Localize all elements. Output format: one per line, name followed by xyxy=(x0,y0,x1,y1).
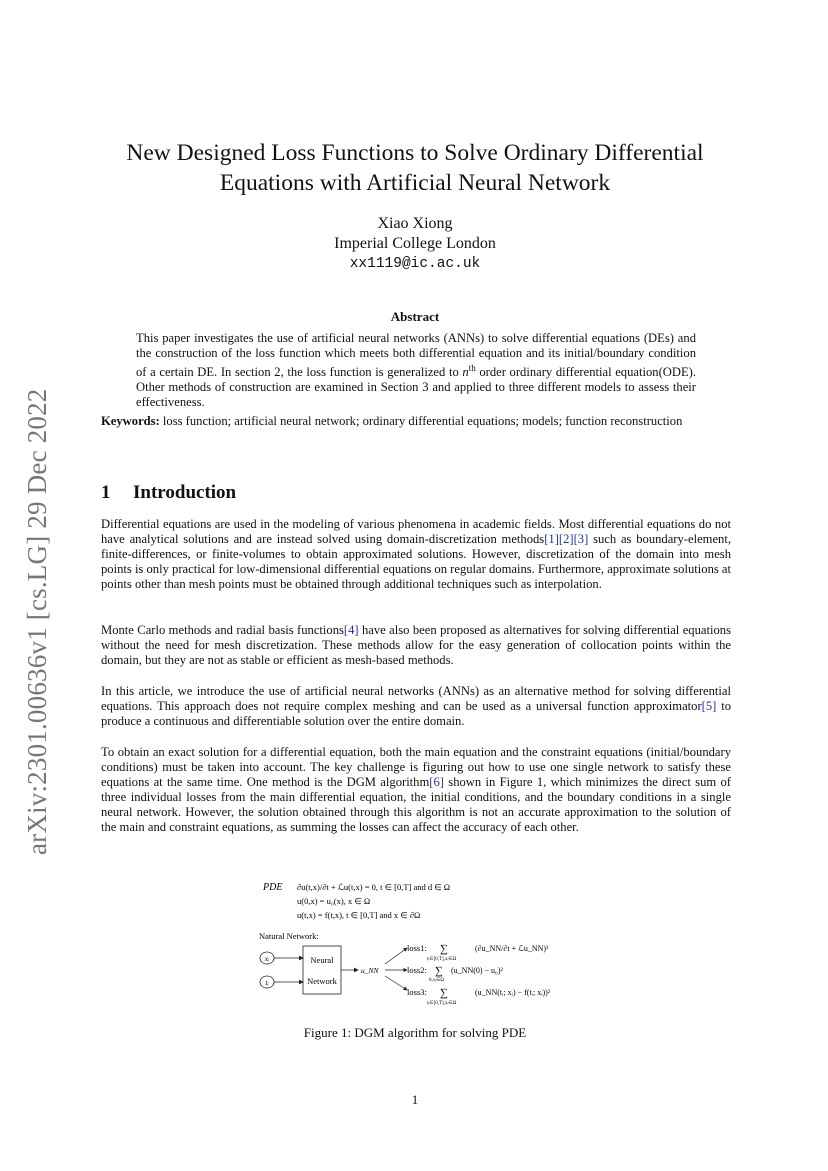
loss1-subscript: tᵢ∈[0,T],xᵢ∈Ω xyxy=(427,957,457,962)
p4-text-b: shown in Figure 1, which minimizes the direct sum of three individual losses from the main differential equation, the initial conditions, and the boundary conditions in a single neural network. However, the solution obtained through this algorithm is not an accurate approximation to the solution of the main and constraint equations, as summing the losses can affect the accuracy of each other. xyxy=(101,775,731,834)
citation-4[interactable]: [4] xyxy=(343,623,359,637)
keywords xyxy=(101,414,731,429)
keywords-text: loss function; artificial neural network; ordinary differential equations; models; function reconstruction xyxy=(162,414,683,428)
author-name: Xiao Xiong xyxy=(377,215,453,232)
paragraph-4 xyxy=(101,745,731,835)
pde-equation-2: u(0,x) = u₀(x), x ∈ Ω xyxy=(297,896,371,906)
p1-text-b: such as boundary-element, finite-differences, or finite-volumes to obtain approximated solutions. However, discretization of the domain into mesh points is only practical for low-dimensional differential equations on regular domains. Furthermore, approximate solutions at points other than mesh points must be obtained through additional techniques such as interpolation. xyxy=(101,532,732,591)
dgm-figure xyxy=(255,878,595,1008)
author-block xyxy=(100,214,730,274)
citation-6[interactable]: [6] xyxy=(429,775,444,789)
pde-equation-3: u(t,x) = f(t,x), t ∈ [0,T] and x ∈ ∂Ω xyxy=(297,910,421,920)
paragraph-2 xyxy=(101,623,731,668)
loss1-sum: ∑ xyxy=(440,943,448,955)
input-x-label: xᵢ xyxy=(264,954,270,963)
box-label-neural: Neural xyxy=(310,955,334,965)
abstract-heading: Abstract xyxy=(390,309,440,324)
loss3-label: loss3: xyxy=(407,987,427,997)
p3-text-b: to produce a continuous and differentiable solution over the entire domain. xyxy=(101,699,731,728)
p2-text-b: have also been proposed as alternatives for solving differential equations without the need for mesh discretization. These methods allow for the easy generation of collocation points within the domain, but they are not as stable or efficient as mesh-based methods. xyxy=(101,623,731,667)
section-number: 1 xyxy=(101,482,111,503)
output-label: u_NN xyxy=(361,966,379,975)
section-heading xyxy=(101,482,236,504)
abstract-part-1: This paper investigates the use of artificial neural networks (ANNs) to solve differential equations (DEs) and the construction of the loss function which meets both differential equation and its initial/boundary condition of a certain DE. In section 2, the loss function is generalized to xyxy=(136,331,696,380)
p1-text-a: Differential equations are used in the modeling of various phenomena in academic fields. Most differential equations do not have analytical solutions and are instead solved using domain-discretization methods xyxy=(101,517,731,546)
title-line-1: New Designed Loss Functions to Solve Ordinary Differential xyxy=(126,140,704,166)
loss2-label: loss2: xyxy=(407,965,427,975)
network-label: Natural Network: xyxy=(259,931,319,941)
p3-text-a: In this article, we introduce the use of artificial neural networks (ANNs) as an alternative method for solving differential equations. This approach does not require complex meshing and can be used as a universal function approximator xyxy=(101,684,731,713)
paragraph-1 xyxy=(101,517,731,592)
figure-caption: Figure 1: DGM algorithm for solving PDE xyxy=(303,1025,527,1040)
loss2-subscript: 0,xᵢ∈Ω xyxy=(429,978,445,983)
p2-text-a: Monte Carlo methods and radial basis functions xyxy=(101,623,344,637)
loss1-label: loss1: xyxy=(407,943,427,953)
keywords-label: Keywords: xyxy=(101,414,160,428)
paper-title xyxy=(100,138,730,198)
citation-2[interactable]: [2] xyxy=(558,532,574,546)
pde-label: PDE xyxy=(263,882,283,893)
title-line-2: Equations with Artificial Neural Network xyxy=(219,170,611,196)
p4-text-a: To obtain an exact solution for a differential equation, both the main equation and the constraint equations (initial/boundary conditions) must be taken into account. The key challenge is figuring out how to use one single network to satisfy these equations at the same time. One method is the DGM algorithm xyxy=(101,745,731,789)
arxiv-side-stamp: arXiv:2301.00636v1 [cs.LG] 29 Dec 2022 xyxy=(22,388,52,855)
section-title: Introduction xyxy=(133,482,237,503)
loss2-expression: (u_NN(0) − u₀)² xyxy=(451,966,503,975)
arrow-to-loss1 xyxy=(385,948,407,964)
page-number: 1 xyxy=(411,1092,419,1107)
abstract-part-2: order ordinary differential equation(ODE). Other methods of construction are examined in Section 3 and applied to three different models to assess their effectiveness. xyxy=(136,365,696,410)
citation-1[interactable]: [1] xyxy=(544,532,559,546)
neural-network-box xyxy=(303,946,341,994)
citation-3[interactable]: [3] xyxy=(573,532,589,546)
citation-5[interactable]: [5] xyxy=(701,699,717,713)
pde-equation-1: ∂u(t,x)/∂t + ℒu(t,x) = 0, t ∈ [0,T] and d ∈ Ω xyxy=(297,882,451,892)
loss1-expression: (∂u_NN/∂t + ℒu_NN)² xyxy=(475,944,549,953)
input-t-label: tᵢ xyxy=(265,978,269,987)
box-label-network: Network xyxy=(307,976,337,986)
author-email: xx1119@ic.ac.uk xyxy=(349,256,481,272)
abstract-th: th xyxy=(468,363,476,373)
loss3-sum: ∑ xyxy=(440,987,448,999)
loss2-sum: ∑ xyxy=(435,965,443,977)
author-affiliation: Imperial College London xyxy=(334,235,496,252)
paragraph-3 xyxy=(101,684,731,729)
loss3-subscript: tᵢ∈[0,T],xᵢ∈Ω xyxy=(427,1001,457,1006)
abstract-text xyxy=(136,331,696,410)
abstract-n: n xyxy=(462,365,469,380)
arrow-to-loss3 xyxy=(385,976,407,990)
loss3-expression: (u_NN(tᵢ; xᵢ) − f(tᵢ; xᵢ))² xyxy=(475,988,551,997)
